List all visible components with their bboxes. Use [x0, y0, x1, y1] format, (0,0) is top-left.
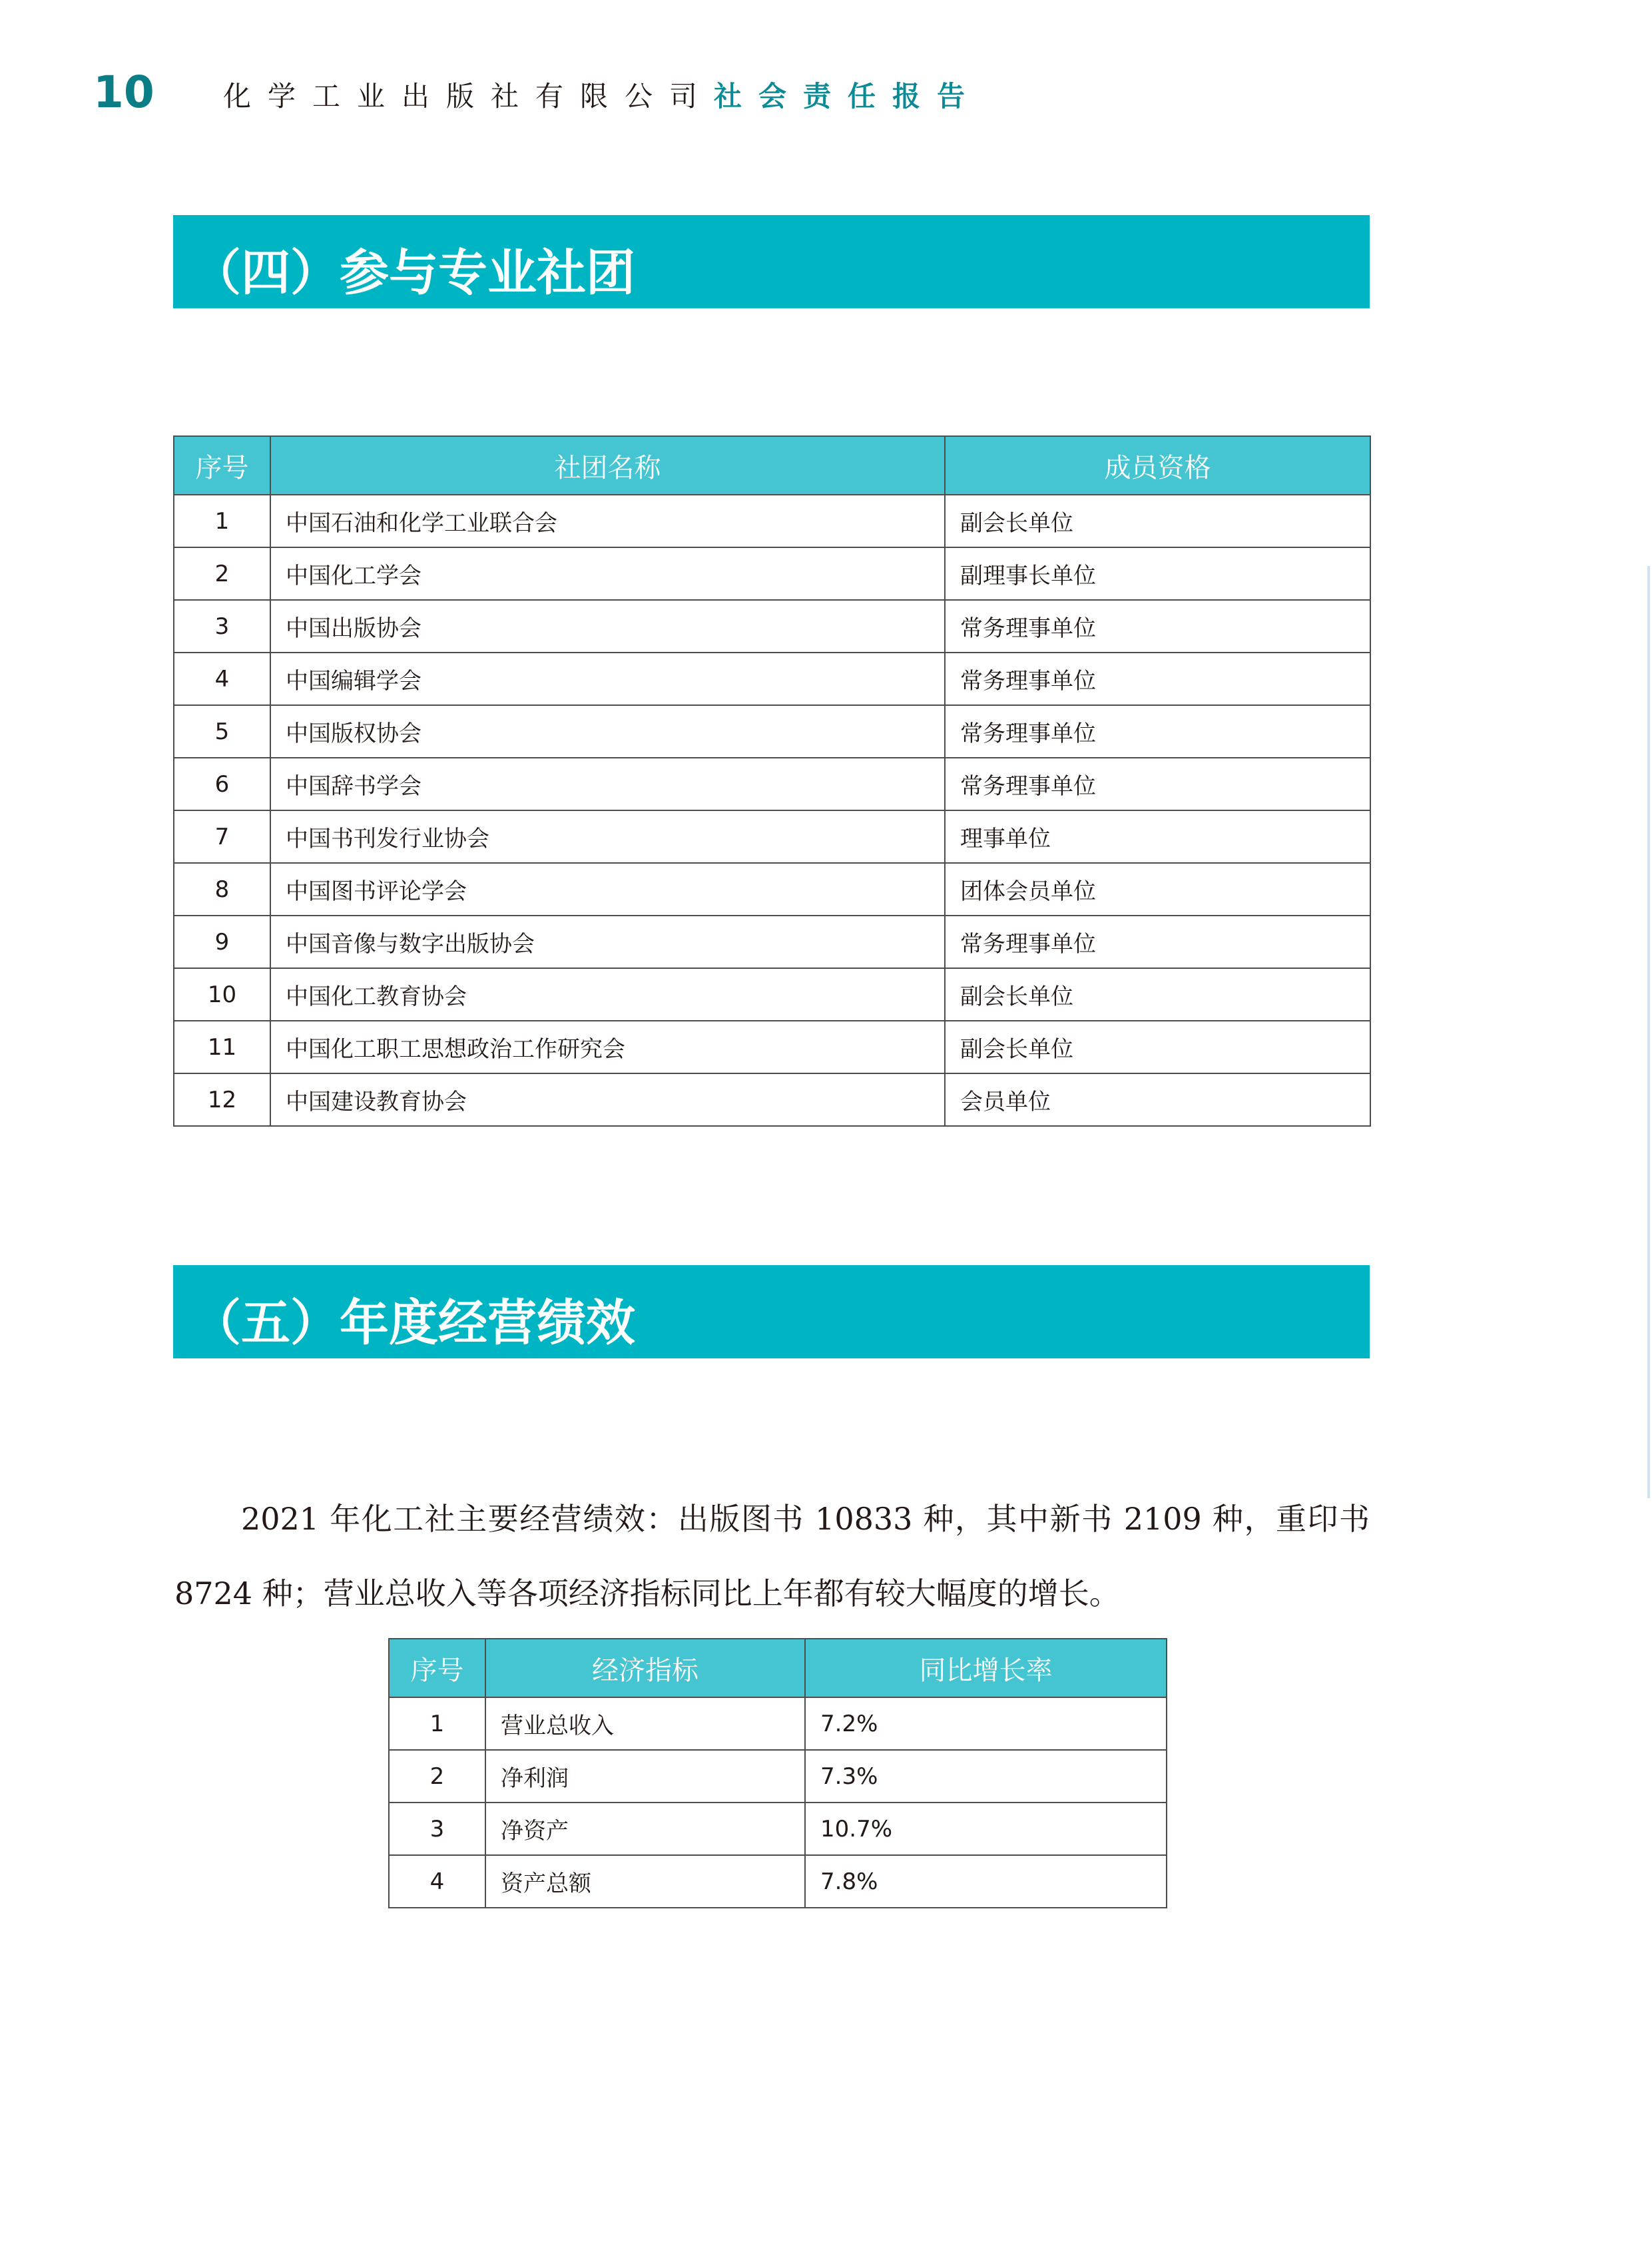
row-name-cell: 中国石油和化学工业联合会 [270, 495, 945, 547]
column-header-association-name: 社团名称 [270, 436, 945, 495]
row-index-cell: 7 [174, 810, 270, 863]
row-index-cell: 11 [174, 1021, 270, 1073]
row-index-cell: 3 [174, 600, 270, 653]
table-row [174, 968, 1370, 1021]
table-header-row [174, 436, 1370, 495]
table-row [174, 705, 1370, 758]
row-index-cell: 4 [174, 653, 270, 705]
page-number: 10 [93, 67, 154, 118]
row-value-cell: 10.7% [805, 1803, 1167, 1855]
row-index-cell: 4 [389, 1855, 485, 1908]
row-index-cell: 10 [174, 968, 270, 1021]
row-name-cell: 净资产 [485, 1803, 805, 1855]
row-value-cell: 副会长单位 [945, 1021, 1370, 1073]
table-row [174, 810, 1370, 863]
row-index-cell: 2 [389, 1750, 485, 1803]
table-row [389, 1803, 1167, 1855]
row-value-cell: 副理事长单位 [945, 547, 1370, 600]
row-value-cell: 副会长单位 [945, 495, 1370, 547]
row-name-cell: 中国化工教育协会 [270, 968, 945, 1021]
performance-table [388, 1638, 1167, 1908]
table-row [389, 1750, 1167, 1803]
row-value-cell: 副会长单位 [945, 968, 1370, 1021]
header-company-name: 化学工业出版社有限公司 [223, 80, 714, 113]
row-value-cell: 团体会员单位 [945, 863, 1370, 916]
row-name-cell: 中国编辑学会 [270, 653, 945, 705]
row-index-cell: 1 [389, 1697, 485, 1750]
table-row [174, 916, 1370, 968]
row-index-cell: 2 [174, 547, 270, 600]
column-header-growth-rate: 同比增长率 [805, 1639, 1167, 1697]
table-row [174, 495, 1370, 547]
row-name-cell: 营业总收入 [485, 1697, 805, 1750]
section-4-heading-bar [173, 215, 1370, 308]
row-name-cell: 中国书刊发行业协会 [270, 810, 945, 863]
page-edge-rule [1647, 566, 1650, 1498]
row-index-cell: 8 [174, 863, 270, 916]
row-index-cell: 3 [389, 1803, 485, 1855]
report-header-title [223, 75, 981, 115]
table-row [174, 547, 1370, 600]
row-name-cell: 净利润 [485, 1750, 805, 1803]
row-name-cell: 中国音像与数字出版协会 [270, 916, 945, 968]
row-value-cell: 7.8% [805, 1855, 1167, 1908]
table-row [174, 1073, 1370, 1126]
row-value-cell: 常务理事单位 [945, 600, 1370, 653]
column-header-membership: 成员资格 [945, 436, 1370, 495]
row-value-cell: 7.3% [805, 1750, 1167, 1803]
row-value-cell: 常务理事单位 [945, 916, 1370, 968]
table-row [389, 1855, 1167, 1908]
table-row [389, 1697, 1167, 1750]
row-name-cell: 中国出版协会 [270, 600, 945, 653]
table-row [174, 758, 1370, 810]
row-name-cell: 中国化工职工思想政治工作研究会 [270, 1021, 945, 1073]
row-name-cell: 中国化工学会 [270, 547, 945, 600]
row-name-cell: 资产总额 [485, 1855, 805, 1908]
row-value-cell: 7.2% [805, 1697, 1167, 1750]
performance-summary-paragraph: 2021 年化工社主要经营绩效：出版图书 10833 种，其中新书 2109 种，重印书 8724 种；营业总收入等各项经济指标同比上年都有较大幅度的增长。 [174, 1501, 1370, 1611]
row-value-cell: 常务理事单位 [945, 653, 1370, 705]
row-name-cell: 中国版权协会 [270, 705, 945, 758]
row-index-cell: 9 [174, 916, 270, 968]
section-5-title: （五）年度经营绩效 [192, 1294, 635, 1352]
row-name-cell: 中国图书评论学会 [270, 863, 945, 916]
row-name-cell: 中国建设教育协会 [270, 1073, 945, 1126]
table-header-row [389, 1639, 1167, 1697]
section-4-title: （四）参与专业社团 [192, 244, 635, 302]
column-header-index: 序号 [389, 1639, 485, 1697]
column-header-indicator: 经济指标 [485, 1639, 805, 1697]
row-value-cell: 常务理事单位 [945, 758, 1370, 810]
header-report-name: 社会责任报告 [714, 80, 982, 113]
table-row [174, 863, 1370, 916]
table-row [174, 653, 1370, 705]
row-value-cell: 理事单位 [945, 810, 1370, 863]
row-index-cell: 5 [174, 705, 270, 758]
row-value-cell: 会员单位 [945, 1073, 1370, 1126]
row-value-cell: 常务理事单位 [945, 705, 1370, 758]
row-index-cell: 12 [174, 1073, 270, 1126]
row-name-cell: 中国辞书学会 [270, 758, 945, 810]
table-row [174, 600, 1370, 653]
section-5-heading-bar [173, 1265, 1370, 1358]
row-index-cell: 1 [174, 495, 270, 547]
row-index-cell: 6 [174, 758, 270, 810]
table-row [174, 1021, 1370, 1073]
associations-table [173, 435, 1371, 1127]
column-header-index: 序号 [174, 436, 270, 495]
